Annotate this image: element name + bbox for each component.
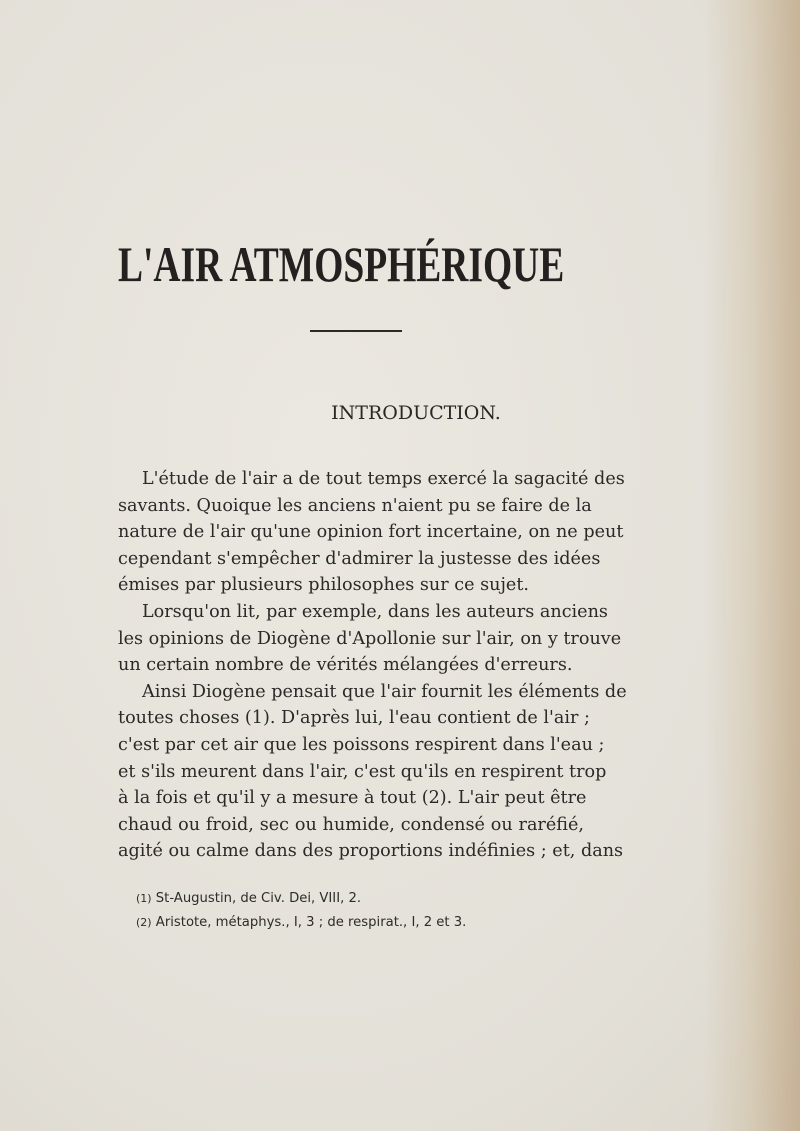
text-line: toutes choses (1). D'après lui, l'eau contient de l'air ; bbox=[118, 708, 590, 729]
text-line: cependant s'empêcher d'admirer la justesse des idées bbox=[118, 548, 601, 569]
page-title: L'AIR ATMOSPHÉRIQUE bbox=[118, 236, 565, 292]
text-line: un certain nombre de vérités mélangées d'erreurs. bbox=[118, 655, 573, 676]
footnote-marker: (2) bbox=[136, 916, 152, 929]
footnote-marker: (1) bbox=[136, 892, 152, 905]
text-line: nature de l'air qu'une opinion fort incertaine, on ne peut bbox=[118, 522, 624, 543]
paragraph bbox=[118, 599, 622, 679]
footnotes bbox=[136, 887, 596, 935]
text-line: à la fois et qu'il y a mesure à tout (2). L'air peut être bbox=[118, 788, 587, 809]
text-line: savants. Quoique les anciens n'aient pu se faire de la bbox=[118, 495, 592, 516]
text-line: agité ou calme dans des proportions indéfinies ; et, dans bbox=[118, 841, 624, 862]
paragraph bbox=[118, 466, 625, 599]
footnote bbox=[136, 887, 596, 911]
footnote-text: St-Augustin, de Civ. Dei, VIII, 2. bbox=[155, 891, 362, 906]
text-line: chaud ou froid, sec ou humide, condensé ou raréfié, bbox=[118, 814, 584, 835]
text-line: émises par plusieurs philosophes sur ce sujet. bbox=[118, 575, 529, 596]
title-rule bbox=[310, 330, 402, 332]
text-line: c'est par cet air que les poissons respirent dans l'eau ; bbox=[118, 734, 605, 755]
footnote-text: Aristote, métaphys., I, 3 ; de respirat., I, 2 et 3. bbox=[155, 915, 467, 930]
paragraph bbox=[118, 679, 627, 865]
text-line: Ainsi Diogène pensait que l'air fournit les éléments de bbox=[142, 681, 627, 702]
text-line: les opinions de Diogène d'Apollonie sur l'air, on y trouve bbox=[118, 628, 622, 649]
footnote bbox=[136, 911, 596, 935]
body-text bbox=[118, 466, 627, 865]
section-heading: INTRODUCTION. bbox=[331, 402, 501, 424]
text-line: Lorsqu'on lit, par exemple, dans les auteurs anciens bbox=[142, 601, 608, 622]
text-line: L'étude de l'air a de tout temps exercé la sagacité des bbox=[142, 469, 625, 489]
text-line: et s'ils meurent dans l'air, c'est qu'ils en respirent trop bbox=[118, 761, 607, 782]
